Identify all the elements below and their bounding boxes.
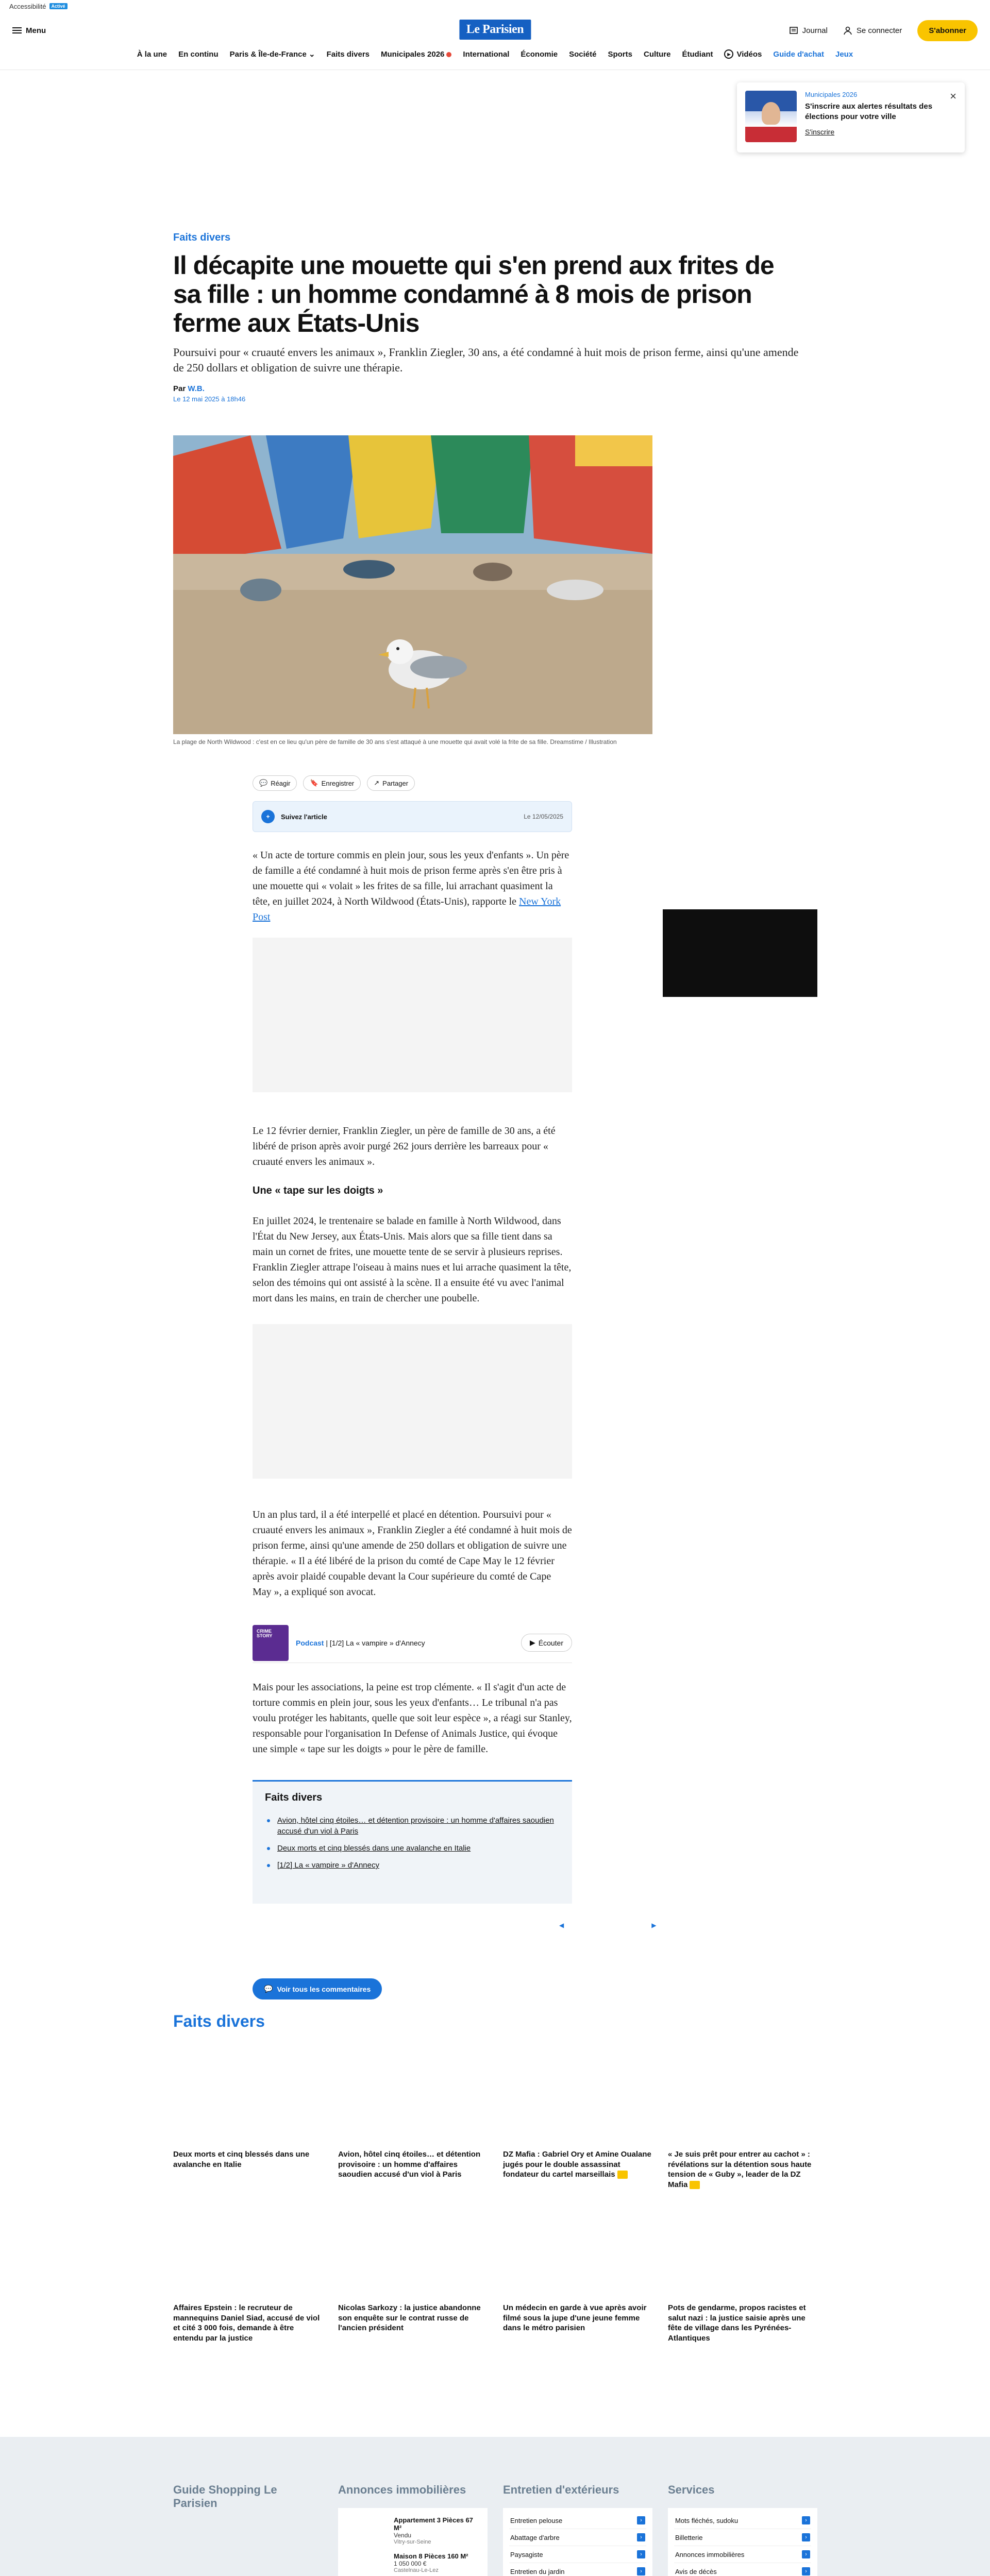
journal-link[interactable]	[789, 26, 828, 35]
article-card-title-wrap	[503, 2149, 652, 2180]
article-thumbnail	[338, 2050, 488, 2143]
article-card-title: « Je suis prêt pour entrer au cachot » : révélations sur la détention sous haute tension de « Guby », leader de la DZ Mafia	[668, 2150, 812, 2189]
newspaper-icon	[789, 26, 798, 35]
hero-caption: La plage de North Wildwood : c'est en ce lieu qu'un père de famille de 30 ans s'est attaqué à une mouette qui avait volé la frite de sa fille. Dreamstime / Illustration	[173, 738, 617, 745]
article-card-title-wrap	[668, 2149, 817, 2190]
article-chapo: Poursuivi pour « cruauté envers les animaux », Franklin Ziegler, 30 ans, a été condamné à huit mois de prison ferme, ainsi qu'une amende de 250 dollars et obligation de suivre une thérapie.	[173, 346, 799, 374]
paragraph-1-text: « Un acte de torture commis en plein jour, sous les yeux d'enfants ». Un père de famille a été condamné à huit mois de prison ferme après s'en être pris à une mouette qui « volait » les frites de sa fille, lui arrachant quasiment la tête, en juillet 2024, à North Wildwood (États-Unis), rapporte le	[253, 850, 569, 907]
inline-ad-slot-1	[253, 938, 572, 1092]
chevron-right-icon: ›	[637, 2550, 645, 2558]
service-link-label: Annonces immobilières	[675, 2550, 745, 2558]
article-thumbnail	[668, 2204, 817, 2297]
nav-item-paris-label: Paris & Île-de-France	[229, 50, 307, 59]
paragraph-1	[253, 848, 572, 925]
related-link[interactable]: Deux morts et cinq blessés dans une avalanche en Italie	[265, 1840, 560, 1857]
nav-item-municipales[interactable]	[381, 50, 451, 59]
nav-item-faits-divers[interactable]: Faits divers	[326, 49, 370, 59]
main-nav	[0, 49, 990, 59]
article-thumbnail	[503, 2204, 652, 2297]
bookmark-label: Enregistrer	[321, 779, 355, 787]
article-card-title: Pots de gendarme, propos racistes et salut nazi : la justice saisie après une fête de village dans les Pyrénées-Atlantiques	[668, 2303, 806, 2343]
immo-listing[interactable]	[346, 2516, 479, 2545]
article-dateline: Le 12 mai 2025 à 18h46	[173, 395, 246, 403]
listen-label: Écouter	[538, 1638, 563, 1647]
nav-item-culture[interactable]: Culture	[643, 49, 671, 59]
alerts-popup-image	[745, 91, 797, 142]
login-label: Se connecter	[856, 26, 902, 35]
article-card[interactable]	[503, 2204, 652, 2343]
article-thumbnail	[173, 2050, 323, 2143]
view-comments-label: Voir tous les commentaires	[277, 1985, 371, 1993]
immo-card	[338, 2508, 488, 2576]
live-dot-icon	[446, 52, 451, 57]
alerts-signup-link[interactable]: S'inscrire	[805, 128, 835, 136]
paragraph-3: En juillet 2024, le trentenaire se balade en famille à North Wildwood, dans l'État du New Jersey, aux États-Unis. Mais alors que sa fille tient dans sa main un cornet de frites, une mouette tente de se servir à plusieurs reprises. Franklin Ziegler attrape l'oiseau à mains nues et lui arrache quasiment la tête, selon des témoins qui ont assisté à la scène. Il a ensuite été vu avec l'animal mort dans les mains, en train de chercher une poubelle.	[253, 1215, 572, 1304]
related-articles-box	[253, 1780, 572, 1904]
article-card[interactable]	[173, 2204, 323, 2343]
service-link-label: Avis de décès	[675, 2567, 717, 2575]
nav-item-une[interactable]: À la une	[137, 49, 167, 59]
article-header	[173, 232, 817, 403]
article-kicker[interactable]: Faits divers	[173, 232, 231, 243]
nav-item-jeux[interactable]: Jeux	[835, 49, 853, 59]
menu-button[interactable]	[12, 26, 46, 35]
article-subhead: Une « tape sur les doigts »	[253, 1185, 383, 1196]
garden-title[interactable]: Entretien d'extérieurs	[503, 2483, 619, 2496]
podcast-cover: CRIME STORY	[253, 1625, 289, 1661]
alerts-popup	[737, 82, 965, 152]
listing-price: Vendu	[394, 2532, 412, 2539]
menu-label: Menu	[26, 26, 46, 35]
new-york-post-link[interactable]: New York Post	[253, 896, 561, 923]
alerts-popup-title: S'inscrire aux alertes résultats des élections pour votre ville	[805, 102, 933, 121]
nav-item-economie[interactable]: Économie	[521, 49, 558, 59]
share-button[interactable]	[367, 775, 415, 791]
article-thumbnail	[668, 2050, 817, 2143]
chevron-right-icon: ›	[802, 2550, 810, 2558]
nav-item-municipales-label: Municipales 2026	[381, 49, 445, 59]
garden-link[interactable]	[509, 2529, 646, 2546]
garden-link-label: Paysagiste	[510, 2550, 543, 2558]
garden-column	[503, 2483, 652, 2576]
garden-list	[503, 2508, 652, 2576]
comment-icon: 💬	[259, 779, 268, 787]
share-label: Partager	[382, 779, 409, 787]
podcast-label: Podcast | [1/2] La « vampire » d'Annecy	[296, 1638, 425, 1647]
listen-button[interactable]	[521, 1634, 572, 1652]
service-link[interactable]	[674, 2512, 811, 2529]
listing-location: Castelnau-Le-Lez	[394, 2567, 439, 2573]
article-card-title: DZ Mafia : Gabriel Ory et Amine Oualane jugés pour le double assassinat fondateur du cartel marseillais	[503, 2150, 651, 2179]
immo-listing[interactable]	[346, 2552, 479, 2576]
follow-label: Suivez l'article	[281, 812, 327, 821]
paragraph-2: Le 12 février dernier, Franklin Ziegler, un père de famille de 30 ans, a été libéré de prison après avoir purgé 262 jours derrière les barreaux pour « cruauté envers les animaux ».	[253, 1125, 556, 1167]
inline-ad-slot-2	[253, 1324, 572, 1479]
plus-icon: +	[261, 810, 275, 823]
next-arrow-icon[interactable]: ▶	[651, 1922, 657, 1929]
article-card-title: Un médecin en garde à vue après avoir filmé sous la jupe d'une jeune femme dans le métro parisien	[503, 2303, 647, 2332]
byline-author[interactable]: W.B.	[188, 384, 205, 394]
garden-link[interactable]	[509, 2546, 646, 2563]
share-icon: ↗	[374, 779, 380, 787]
accessibility-badge: Activé	[49, 3, 68, 9]
article-card-title: Deux morts et cinq blessés dans une avalanche en Italie	[173, 2150, 310, 2169]
garden-link-label: Entretien pelouse	[510, 2516, 563, 2524]
hamburger-icon	[12, 27, 22, 33]
nav-item-videos[interactable]	[724, 49, 762, 59]
article-card[interactable]	[668, 2204, 817, 2343]
garden-link[interactable]	[509, 2512, 646, 2529]
nav-item-international[interactable]: International	[463, 49, 510, 59]
accessibility-bar	[0, 0, 990, 12]
listing-title: Maison 8 Pièces 160 M²	[394, 2552, 468, 2560]
article-byline	[173, 384, 817, 393]
listing-title: Appartement 3 Pièces 67 M²	[394, 2516, 473, 2532]
chevron-right-icon: ›	[802, 2567, 810, 2575]
user-icon	[843, 26, 852, 35]
sidebar-ad[interactable]	[663, 909, 817, 997]
service-link[interactable]	[674, 2546, 811, 2563]
accessibility-label[interactable]: Accessibilité	[9, 2, 46, 10]
article-card[interactable]	[668, 2050, 817, 2190]
article-card[interactable]	[338, 2204, 488, 2343]
faits-divers-grid	[173, 2050, 817, 2343]
services-column	[668, 2483, 817, 2576]
article-card-title: Nicolas Sarkozy : la justice abandonne son enquête sur le contrat russe de l'ancien président	[338, 2303, 481, 2332]
article-card-title: Avion, hôtel cinq étoiles… et détention provisoire : un homme d'affaires saoudien accusé d'un viol à Paris	[338, 2150, 481, 2179]
chevron-right-icon: ›	[637, 2567, 645, 2575]
garden-link-label: Abattage d'arbre	[510, 2533, 560, 2541]
listing-thumbnail	[346, 2516, 388, 2545]
react-button[interactable]	[253, 775, 297, 791]
related-link[interactable]: Avion, hôtel cinq étoiles… et détention provisoire : un homme d'affaires saoudien accusé d'un viol à Paris	[265, 1812, 560, 1840]
podcast-player	[253, 1623, 572, 1663]
follow-article-box[interactable]	[253, 801, 572, 832]
nav-item-continu[interactable]: En continu	[178, 49, 219, 59]
paragraph-5: Mais pour les associations, la peine est trop clémente. « Il s'agit d'un acte de torture commis en plein jour, sous les yeux d'enfants… Le tribunal n'a pas voulu protéger les habitants, quelle que soit leur espèce », a réagi sur Stanley, responsable pour l'organisation In Defense of Animals Justice, qui évoque une simple « tape sur les doigts » pour le père de famille.	[253, 1682, 572, 1755]
services-section	[0, 2437, 990, 2576]
share-bar	[253, 775, 415, 791]
services-title[interactable]: Services	[668, 2483, 715, 2496]
article-card[interactable]	[503, 2050, 652, 2190]
article-headline: Il décapite une mouette qui s'en prend aux frites de sa fille : un homme condamné à 8 mois de prison ferme aux États-Unis	[173, 251, 774, 337]
listing-location: Vitry-sur-Seine	[394, 2539, 431, 2545]
previous-arrow-icon[interactable]: ◀	[559, 1922, 564, 1929]
nav-item-paris[interactable]	[230, 49, 315, 59]
site-logo[interactable]: Le Parisien	[459, 20, 531, 40]
chevron-right-icon: ›	[802, 2533, 810, 2541]
nav-item-guide-achat[interactable]: Guide d'achat	[773, 49, 824, 59]
chevron-right-icon: ›	[802, 2516, 810, 2524]
article-card-title: Affaires Epstein : le recruteur de mannequins Daniel Siad, accusé de viol et cité 3 000 fois, demande à être entendu par la justice	[173, 2303, 320, 2343]
article-thumbnail	[173, 2204, 323, 2297]
service-link[interactable]	[674, 2563, 811, 2576]
article-card[interactable]	[173, 2050, 323, 2190]
journal-label: Journal	[802, 26, 828, 35]
faits-divers-section-title[interactable]: Faits divers	[173, 2012, 265, 2030]
close-icon[interactable]: ×	[950, 90, 957, 103]
byline-prefix: Par	[173, 384, 186, 394]
paragraph-4: Un an plus tard, il a été interpellé et placé en détention. Poursuivi pour « cruauté envers les animaux », Franklin Ziegler a été condamné à huit mois de prison ferme, ainsi qu'une amende de 250 dollars et obligation de suivre une thérapie. « Il a été libéré de la prison du comté de Cape May le 12 février après avoir plaidé coupable devant la Cour supérieure du comté de Cape May », a expliqué son avocat.	[253, 1509, 572, 1598]
immo-title[interactable]: Annonces immobilières	[338, 2483, 466, 2496]
play-circle-icon: ▶	[724, 49, 733, 59]
services-list	[668, 2508, 817, 2576]
article-thumbnail	[503, 2050, 652, 2143]
subscribe-button[interactable]: S'abonner	[917, 20, 978, 41]
alerts-popup-kicker: Municipales 2026	[805, 91, 858, 98]
garden-link[interactable]	[509, 2563, 646, 2576]
premium-badge-icon	[690, 2181, 700, 2189]
bookmark-button[interactable]	[303, 775, 361, 791]
nav-item-sports[interactable]: Sports	[608, 49, 632, 59]
article-card[interactable]	[338, 2050, 488, 2190]
listing-thumbnail	[346, 2552, 388, 2576]
chevron-down-icon: ⌄	[309, 50, 315, 59]
hero-image	[173, 435, 652, 734]
follow-date: Le 12/05/2025	[524, 813, 563, 820]
service-link-label: Billetterie	[675, 2533, 703, 2541]
related-link[interactable]: [1/2] La « vampire » d'Annecy	[265, 1857, 560, 1874]
site-header	[0, 12, 990, 70]
beach-seagull-illustration	[173, 435, 652, 734]
login-link[interactable]	[843, 26, 902, 35]
listing-price: 1 050 000 €	[394, 2560, 427, 2567]
service-link[interactable]	[674, 2529, 811, 2546]
podcast-brand: Podcast	[296, 1638, 324, 1647]
shopping-title[interactable]: Guide Shopping Le Parisien	[173, 2483, 277, 2510]
article-thumbnail	[338, 2204, 488, 2297]
react-label: Réagir	[271, 779, 291, 787]
immo-column	[338, 2483, 488, 2576]
view-comments-button[interactable]	[253, 1978, 382, 1999]
related-title: Faits divers	[265, 1792, 323, 1803]
nav-item-societe[interactable]: Société	[569, 49, 597, 59]
related-pager	[559, 1922, 656, 1929]
service-link-label: Mots fléchés, sudoku	[675, 2516, 739, 2524]
premium-badge-icon	[617, 2171, 628, 2179]
chevron-right-icon: ›	[637, 2533, 645, 2541]
nav-item-etudiant[interactable]: Étudiant	[682, 49, 713, 59]
play-icon: ▶	[529, 1638, 535, 1647]
bookmark-icon: 🔖	[310, 779, 318, 787]
garden-link-label: Entretien du jardin	[510, 2567, 565, 2575]
shopping-column	[173, 2483, 323, 2576]
nav-item-videos-label: Vidéos	[736, 49, 762, 59]
podcast-title[interactable]: [1/2] La « vampire » d'Annecy	[329, 1638, 425, 1647]
chevron-right-icon: ›	[637, 2516, 645, 2524]
comment-icon: 💬	[264, 1985, 273, 1993]
